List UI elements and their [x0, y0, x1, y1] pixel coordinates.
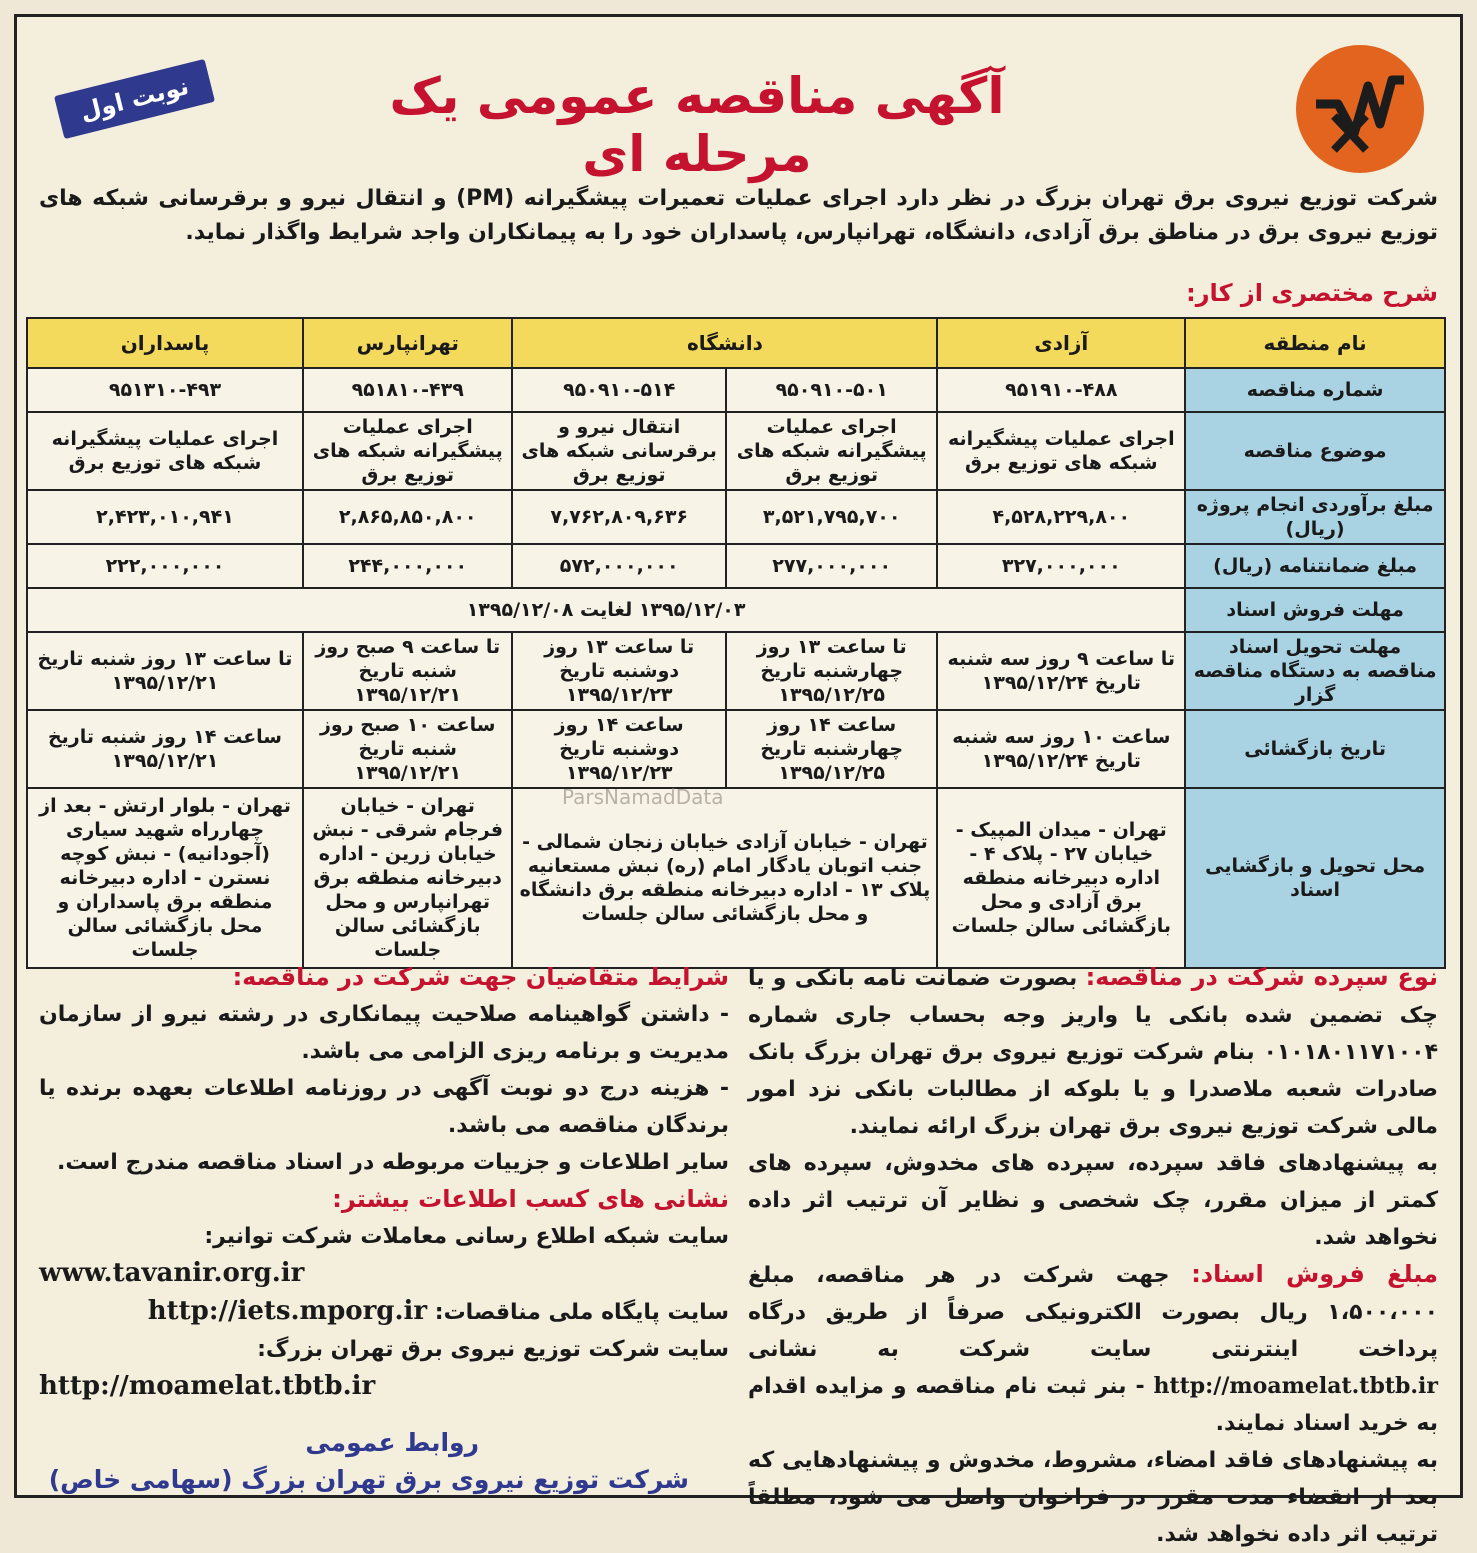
table-header-row	[27, 318, 1445, 368]
tender-notice	[14, 14, 1463, 1547]
public-relations-title: روابط عمومی	[305, 1428, 479, 1457]
table-cell: تهران - خیابان فرجام شرقی - نبش خیابان زرین - اداره دبیرخانه منطقه برق تهرانپارس و محل بازگشائی سالن جلسات	[303, 788, 512, 968]
condition-item: - هزینه درج دو نوبت آگهی در روزنامه اطلاعات بعهده برنده یا برندگان مناقصه می باشد.	[39, 1076, 729, 1138]
table-cell: تا ساعت ۹ روز سه شنبه تاریخ ۱۳۹۵/۱۲/۲۴	[937, 632, 1185, 710]
fee-text-cont: - بنر ثبت نام مناقصه و مزایده اقدام به خرید اسناد نمایند.	[748, 1374, 1438, 1436]
final-note: به پیشنهادهای فاقد امضاء، مشروط، مخدوش و پیشنهادهایی که بعد از انقضاء مدت مقرر در فراخوان واصل می شود، مطلقاً ترتیب اثر داده نخواهد شد.	[748, 1448, 1438, 1547]
company-logo	[1296, 45, 1424, 173]
table-cell: ۹۵۱۳۱۰-۴۹۳	[27, 368, 303, 412]
fee-title: مبلغ فروش اسناد:	[1191, 1260, 1438, 1288]
row-label: مهلت فروش اسناد	[1185, 588, 1445, 632]
company-signature: شرکت توزیع نیروی برق تهران بزرگ (سهامی خاص)	[48, 1465, 689, 1494]
table-cell: ۹۵۱۹۱۰-۴۸۸	[937, 368, 1185, 412]
work-summary-heading: شرح مختصری از کار:	[1186, 279, 1438, 307]
row-label: مهلت تحویل اسناد مناقصه به دستگاه مناقصه گزار	[1185, 632, 1445, 710]
region-daneshgah: دانشگاه	[512, 318, 937, 368]
table-cell: ۲۲۲,۰۰۰,۰۰۰	[27, 544, 303, 588]
table-row	[27, 490, 1445, 544]
table-cell: ساعت ۱۴ روز چهارشنبه تاریخ ۱۳۹۵/۱۲/۲۵	[726, 710, 937, 788]
table-cell: ۲,۴۲۳,۰۱۰,۹۴۱	[27, 490, 303, 544]
table-cell: ۵۷۲,۰۰۰,۰۰۰	[512, 544, 726, 588]
table-cell: انتقال نیرو و برقرسانی شبکه های توزیع برق	[512, 412, 726, 490]
tbtb-label: سایت شرکت توزیع نیروی برق تهران بزرگ:	[257, 1337, 729, 1362]
table-cell: تهران - خیابان آزادی خیابان زنجان شمالی - جنب اتوبان یادگار امام (ره) نبش مستعانیه پلاک ۱۳ - اداره دبیرخانه منطقه برق دانشگاه و محل بازگشائی سالن جلسات	[512, 788, 937, 968]
row-label: مبلغ ضمانتنامه (ریال)	[1185, 544, 1445, 588]
table-cell: ساعت ۱۰ روز سه شنبه تاریخ ۱۳۹۵/۱۲/۲۴	[937, 710, 1185, 788]
condition-item: سایر اطلاعات و جزییات مربوطه در اسناد مناقصه مندرج است.	[57, 1150, 729, 1175]
table-cell: اجرای عملیات پیشگیرانه شبکه های توزیع برق	[937, 412, 1185, 490]
table-row	[27, 368, 1445, 412]
bottom-section	[39, 959, 1438, 1547]
fee-text: جهت شرکت در هر مناقصه، مبلغ ۱،۵۰۰،۰۰۰ ریال بصورت الکترونیکی صرفاً از طریق درگاه پرداخت اینترنتی سایت شرکت به نشانی	[748, 1263, 1438, 1362]
table-cell: ۲,۸۶۵,۸۵۰,۸۰۰	[303, 490, 512, 544]
table-cell: تا ساعت ۱۳ روز چهارشنبه تاریخ ۱۳۹۵/۱۲/۲۵	[726, 632, 937, 710]
table-cell: ۳,۵۲۱,۷۹۵,۷۰۰	[726, 490, 937, 544]
iets-url-link[interactable]: http://iets.mporg.ir	[147, 1296, 428, 1326]
region-pasdaran: پاسداران	[27, 318, 303, 368]
deposit-text: بصورت ضمانت نامه بانکی و یا چک تضمین شده بانکی یا واریز وجه بحساب جاری شماره ۰۱۰۱۸۰۱۱۷۱۰۰۴ بنام شرکت توزیع نیروی برق تهران بزرگ بانک صادرات شعبه ملاصدرا و یا بلوکه از مطالبات بانکی نزد امور مالی شرکت توزیع نیروی برق تهران بزرگ ارائه نمایند.	[748, 966, 1438, 1139]
tbtb-url-link[interactable]: http://moamelat.tbtb.ir	[39, 1371, 376, 1401]
sale-deadline-cell: ۱۳۹۵/۱۲/۰۳ لغایت ۱۳۹۵/۱۲/۰۸	[27, 588, 1185, 632]
table-cell: ۹۵۰۹۱۰-۵۱۴	[512, 368, 726, 412]
table-cell: ۷,۷۶۲,۸۰۹,۶۳۶	[512, 490, 726, 544]
iets-row	[39, 1293, 729, 1331]
table-row	[27, 710, 1445, 788]
row-label: تاریخ بازگشائی	[1185, 710, 1445, 788]
watermark: ParsNamadData	[562, 785, 724, 809]
table-cell: اجرای عملیات پیشگیرانه شبکه های توزیع برق	[27, 412, 303, 490]
table-cell: ۹۵۱۸۱۰-۴۳۹	[303, 368, 512, 412]
table-cell: ۳۲۷,۰۰۰,۰۰۰	[937, 544, 1185, 588]
table-row	[27, 588, 1445, 632]
table-cell: ساعت ۱۰ صبح روز شنبه تاریخ ۱۳۹۵/۱۲/۲۱	[303, 710, 512, 788]
table-cell: تهران - میدان المپیک - خیابان ۲۷ - پلاک ۴ - اداره دبیرخانه منطقه برق آزادی و محل بازگشائی سالن جلسات	[937, 788, 1185, 968]
table-cell: ۹۵۰۹۱۰-۵۰۱	[726, 368, 937, 412]
table-cell: تا ساعت ۱۳ روز دوشنبه تاریخ ۱۳۹۵/۱۲/۲۳	[512, 632, 726, 710]
row-label: شماره مناقصه	[1185, 368, 1445, 412]
table-cell: اجرای عملیات پیشگیرانه شبکه های توزیع برق	[303, 412, 512, 490]
row-label: محل تحویل و بازگشایی اسناد	[1185, 788, 1445, 968]
tavanir-label: سایت شبکه اطلاع رسانی معاملات شرکت توانیر:	[204, 1224, 729, 1249]
table-cell: اجرای عملیات پیشگیرانه شبکه های توزیع برق	[726, 412, 937, 490]
table-cell: ساعت ۱۴ روز دوشنبه تاریخ ۱۳۹۵/۱۲/۲۳	[512, 710, 726, 788]
deposit-note: به پیشنهادهای فاقد سپرده، سپرده های مخدوش، سپرده های کمتر از میزان مقرر، چک شخصی و نظایر آن ترتیب اثر داده نخواهد شد.	[748, 1151, 1438, 1250]
fee-paragraph	[748, 1256, 1438, 1442]
tender-table	[26, 317, 1446, 969]
table-cell: تهران - بلوار ارتش - بعد از چهارراه شهید سیاری (آجودانیه) - نبش کوچه نسترن - اداره دبیرخانه منطقه برق پاسداران و محل بازگشائی سالن جلسات	[27, 788, 303, 968]
fee-url-link[interactable]: http://moamelat.tbtb.ir	[1153, 1373, 1438, 1399]
table-row	[27, 632, 1445, 710]
info-title: نشانی های کسب اطلاعات بیشتر:	[332, 1185, 729, 1213]
region-label-header: نام منطقه	[1185, 318, 1445, 368]
deposit-title: نوع سپرده شرکت در مناقصه:	[1085, 963, 1438, 991]
table-cell: تا ساعت ۱۳ روز شنبه تاریخ ۱۳۹۵/۱۲/۲۱	[27, 632, 303, 710]
region-tehranpars: تهرانپارس	[303, 318, 512, 368]
table-cell: ساعت ۱۴ روز شنبه تاریخ ۱۳۹۵/۱۲/۲۱	[27, 710, 303, 788]
row-label: موضوع مناقصه	[1185, 412, 1445, 490]
tavanir-logo-icon	[1308, 64, 1412, 154]
table-row	[27, 412, 1445, 490]
condition-item: - داشتن گواهینامه صلاحیت پیمانکاری در رشته نیرو از سازمان مدیریت و برنامه ریزی الزامی می باشد.	[39, 1002, 729, 1064]
row-label: مبلغ برآوردی انجام پروژه (ریال)	[1185, 490, 1445, 544]
intro-paragraph: شرکت توزیع نیروی برق تهران بزرگ در نظر دارد اجرای عملیات تعمیرات پیشگیرانه (PM) و انتقال نیرو و برقرسانی شبکه های توزیع نیروی برق در مناطق برق آزادی، دانشگاه، تهرانپارس، پاسداران خود را به پیمانکاران واجد شرایط واگذار نماید.	[39, 186, 1439, 245]
table-cell: ۴,۵۲۸,۲۲۹,۸۰۰	[937, 490, 1185, 544]
left-column	[39, 959, 729, 1494]
table-cell: تا ساعت ۹ صبح روز شنبه تاریخ ۱۳۹۵/۱۲/۲۱	[303, 632, 512, 710]
table-row	[27, 788, 1445, 968]
table-cell: ۲۴۴,۰۰۰,۰۰۰	[303, 544, 512, 588]
tavanir-url-link[interactable]: www.tavanir.org.ir	[39, 1258, 305, 1288]
table-row	[27, 544, 1445, 588]
iets-label: سایت پایگاه ملی مناقصات:	[434, 1300, 729, 1325]
table-cell: ۲۷۷,۰۰۰,۰۰۰	[726, 544, 937, 588]
page-title: آگهی مناقصه عمومی یک مرحله ای	[389, 67, 1005, 183]
issue-badge: نوبت اول	[54, 59, 215, 139]
right-column	[748, 959, 1438, 1547]
region-azadi: آزادی	[937, 318, 1185, 368]
conditions-title: شرایط متقاضیان جهت شرکت در مناقصه:	[232, 963, 729, 991]
